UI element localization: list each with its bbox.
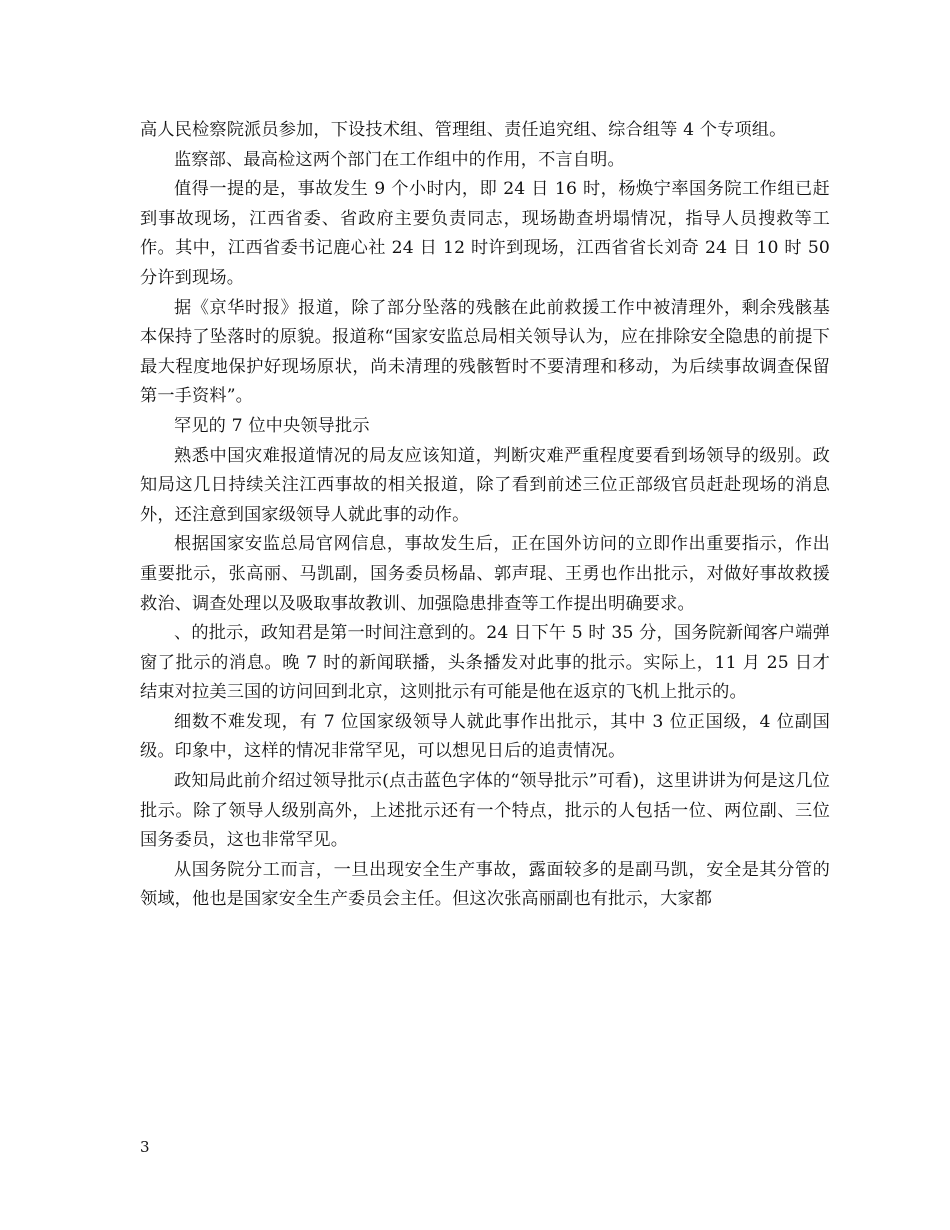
paragraph-10: 政知局此前介绍过领导批示(点击蓝色字体的“领导批示”可看)，这里讲讲为何是这几位批示。除了领导人级别高外，上述批示还有一个特点，批示的人包括一位、两位副、三位国务委员，这也非常罕见。	[140, 771, 830, 851]
page-number: 3	[140, 1138, 150, 1156]
paragraph-8: 、的批示，政知君是第一时间注意到的。24 日下午 5 时 35 分，国务院新闻客户端弹窗了批示的消息。晚 7 时的新闻联播，头条播发对此事的批示。实际上，11 月 25 日才结束对拉美三国的访问回到北京，这则批示有可能是他在返京的飞机上批示的。	[140, 623, 830, 703]
paragraph-1: 高人民检察院派员参加，下设技术组、管理组、责任追究组、综合组等 4 个专项组。	[140, 120, 787, 140]
paragraph-3: 值得一提的是，事故发生 9 个小时内，即 24 日 16 时，杨焕宁率国务院工作组已赶到事故现场，江西省委、省政府主要负责同志，现场勘查坍塌情况，指导人员搜救等工作。其中，江西省委书记鹿心社 24 日 12 时许到现场，江西省省长刘奇 24 日 10 时 50 分许到现场。	[140, 179, 830, 288]
paragraph-4: 据《京华时报》报道，除了部分坠落的残骸在此前救援工作中被清理外，剩余残骸基本保持了坠落时的原貌。报道称“国家安监总局相关领导认为，应在排除安全隐患的前提下最大程度地保护好现场原状，尚未清理的残骸暂时不要清理和移动，为后续事故调查保留第一手资料”。	[140, 297, 830, 407]
section-heading: 罕见的 7 位中央领导批示	[174, 415, 370, 436]
paragraph-11: 从国务院分工而言，一旦出现安全生产事故，露面较多的是副马凯，安全是其分管的领域，他也是国家安全生产委员会主任。但这次张高丽副也有批示，大家都	[140, 859, 830, 910]
paragraph-9: 细数不难发现，有 7 位国家级领导人就此事作出批示，其中 3 位正国级，4 位副国级。印象中，这样的情况非常罕见，可以想见日后的追责情况。	[140, 711, 830, 762]
paragraph-6: 熟悉中国灾难报道情况的局友应该知道，判断灾难严重程度要看到场领导的级别。政知局这几日持续关注江西事故的相关报道，除了看到前述三位正部级官员赶赴现场的消息外，还注意到国家级领导人就此事的动作。	[140, 445, 830, 525]
paragraph-7: 根据国家安监总局官网信息，事故发生后，正在国外访问的立即作出重要指示，作出重要批示，张高丽、马凯副，国务委员杨晶、郭声琨、王勇也作出批示，对做好事故救援救治、调查处理以及吸取事故教训、加强隐患排查等工作提出明确要求。	[140, 534, 830, 614]
paragraph-2: 监察部、最高检这两个部门在工作组中的作用，不言自明。	[174, 149, 625, 170]
document-body	[140, 116, 830, 915]
